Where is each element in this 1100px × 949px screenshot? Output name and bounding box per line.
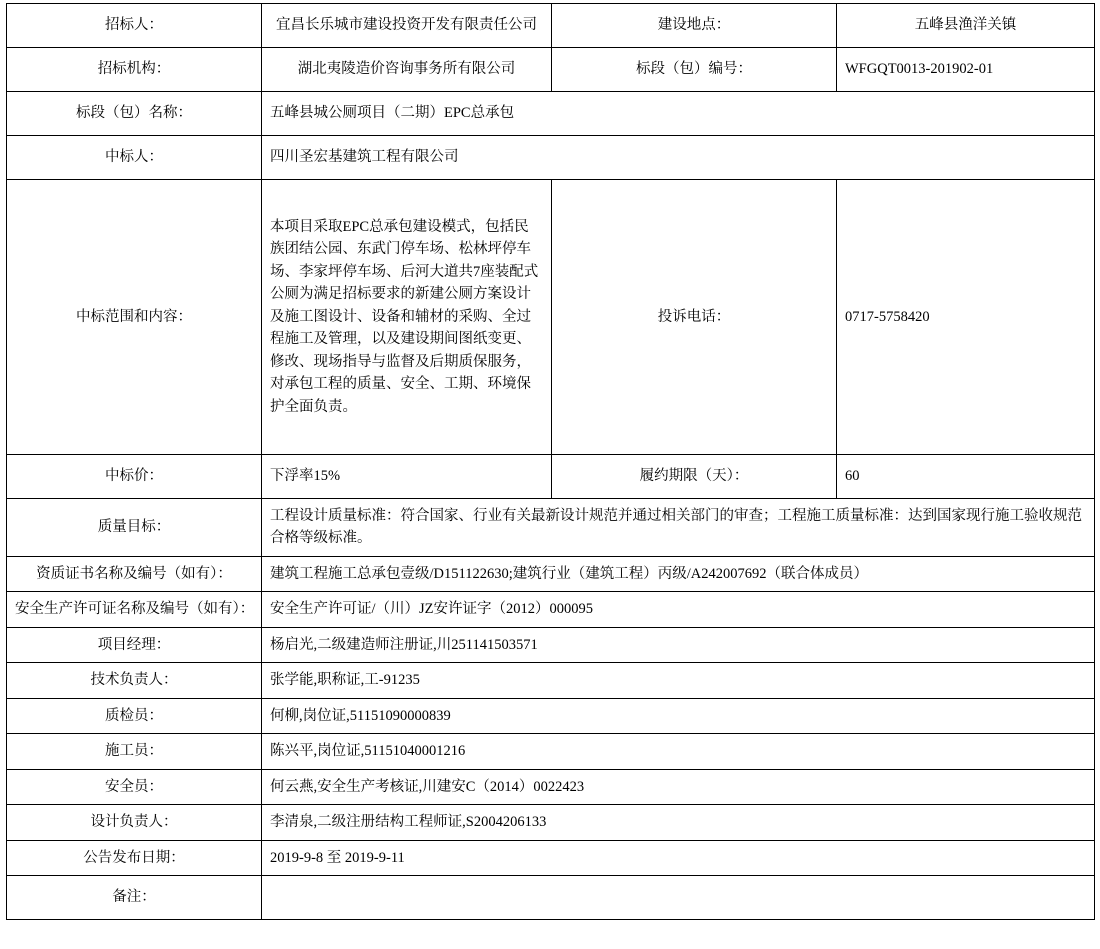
safety-license-label: 安全生产许可证名称及编号（如有）： — [7, 592, 262, 627]
table-row — [7, 592, 1095, 627]
complaint-value: 0717-5758420 — [837, 180, 1095, 455]
table-row — [7, 556, 1095, 591]
section-name-label: 标段（包）名称： — [7, 92, 262, 136]
qc-inspector-value: 何柳,岗位证,51151090000839 — [262, 698, 1095, 733]
tenderer-label: 招标人： — [7, 4, 262, 48]
table-row — [7, 48, 1095, 92]
agency-label: 招标机构： — [7, 48, 262, 92]
project-manager-label: 项目经理： — [7, 627, 262, 662]
scope-label: 中标范围和内容： — [7, 180, 262, 455]
agency-value: 湖北夷陵造价咨询事务所有限公司 — [262, 48, 552, 92]
table-row — [7, 627, 1095, 662]
bid-result-table — [6, 3, 1095, 920]
project-manager-value: 杨启光,二级建造师注册证,川251141503571 — [262, 627, 1095, 662]
section-no-value: WFGQT0013-201902-01 — [837, 48, 1095, 92]
remark-value — [262, 876, 1095, 920]
section-no-label: 标段（包）编号： — [552, 48, 837, 92]
section-name-value: 五峰县城公厕项目（二期）EPC总承包 — [262, 92, 1095, 136]
site-label: 建设地点： — [552, 4, 837, 48]
table-row — [7, 180, 1095, 455]
qc-inspector-label: 质检员： — [7, 698, 262, 733]
table-row — [7, 840, 1095, 875]
table-row — [7, 136, 1095, 180]
price-value: 下浮率15% — [262, 455, 552, 499]
quality-label: 质量目标： — [7, 499, 262, 557]
table-row — [7, 805, 1095, 840]
tech-lead-label: 技术负责人： — [7, 663, 262, 698]
construction-officer-value: 陈兴平,岗位证,51151040001216 — [262, 734, 1095, 769]
duration-label: 履约期限（天）： — [552, 455, 837, 499]
safety-license-value: 安全生产许可证/（川）JZ安许证字（2012）000095 — [262, 592, 1095, 627]
cert-label: 资质证书名称及编号（如有）： — [7, 556, 262, 591]
publish-date-value: 2019-9-8 至 2019-9-11 — [262, 840, 1095, 875]
scope-value: 本项目采取EPC总承包建设模式，包括民族团结公园、东武门停车场、松林坪停车场、李家坪停车场、后河大道共7座装配式公厕为满足招标要求的新建公厕方案设计及施工图设计、设备和辅材的采购、全过程施工及管理，以及建设期间图纸变更、修改、现场指导与监督及后期质保服务，对承包工程的质量、安全、工期、环境保护全面负责。 — [262, 180, 552, 455]
table-row — [7, 698, 1095, 733]
price-label: 中标价： — [7, 455, 262, 499]
winner-value: 四川圣宏基建筑工程有限公司 — [262, 136, 1095, 180]
tenderer-value: 宜昌长乐城市建设投资开发有限责任公司 — [262, 4, 552, 48]
table-row — [7, 4, 1095, 48]
quality-value: 工程设计质量标准：符合国家、行业有关最新设计规范并通过相关部门的审查；工程施工质量标准：达到国家现行施工验收规范合格等级标准。 — [262, 499, 1095, 557]
safety-officer-label: 安全员： — [7, 769, 262, 804]
tech-lead-value: 张学能,职称证,工-91235 — [262, 663, 1095, 698]
complaint-label: 投诉电话： — [552, 180, 837, 455]
table-row — [7, 876, 1095, 920]
publish-date-label: 公告发布日期： — [7, 840, 262, 875]
table-row — [7, 769, 1095, 804]
table-row — [7, 455, 1095, 499]
cert-value: 建筑工程施工总承包壹级/D151122630;建筑行业（建筑工程）丙级/A242007692（联合体成员） — [262, 556, 1095, 591]
remark-label: 备注： — [7, 876, 262, 920]
design-lead-value: 李清泉,二级注册结构工程师证,S2004206133 — [262, 805, 1095, 840]
construction-officer-label: 施工员： — [7, 734, 262, 769]
table-row — [7, 92, 1095, 136]
duration-value: 60 — [837, 455, 1095, 499]
safety-officer-value: 何云燕,安全生产考核证,川建安C（2014）0022423 — [262, 769, 1095, 804]
design-lead-label: 设计负责人： — [7, 805, 262, 840]
table-row — [7, 663, 1095, 698]
table-row — [7, 734, 1095, 769]
table-row — [7, 499, 1095, 557]
site-value: 五峰县渔洋关镇 — [837, 4, 1095, 48]
winner-label: 中标人： — [7, 136, 262, 180]
